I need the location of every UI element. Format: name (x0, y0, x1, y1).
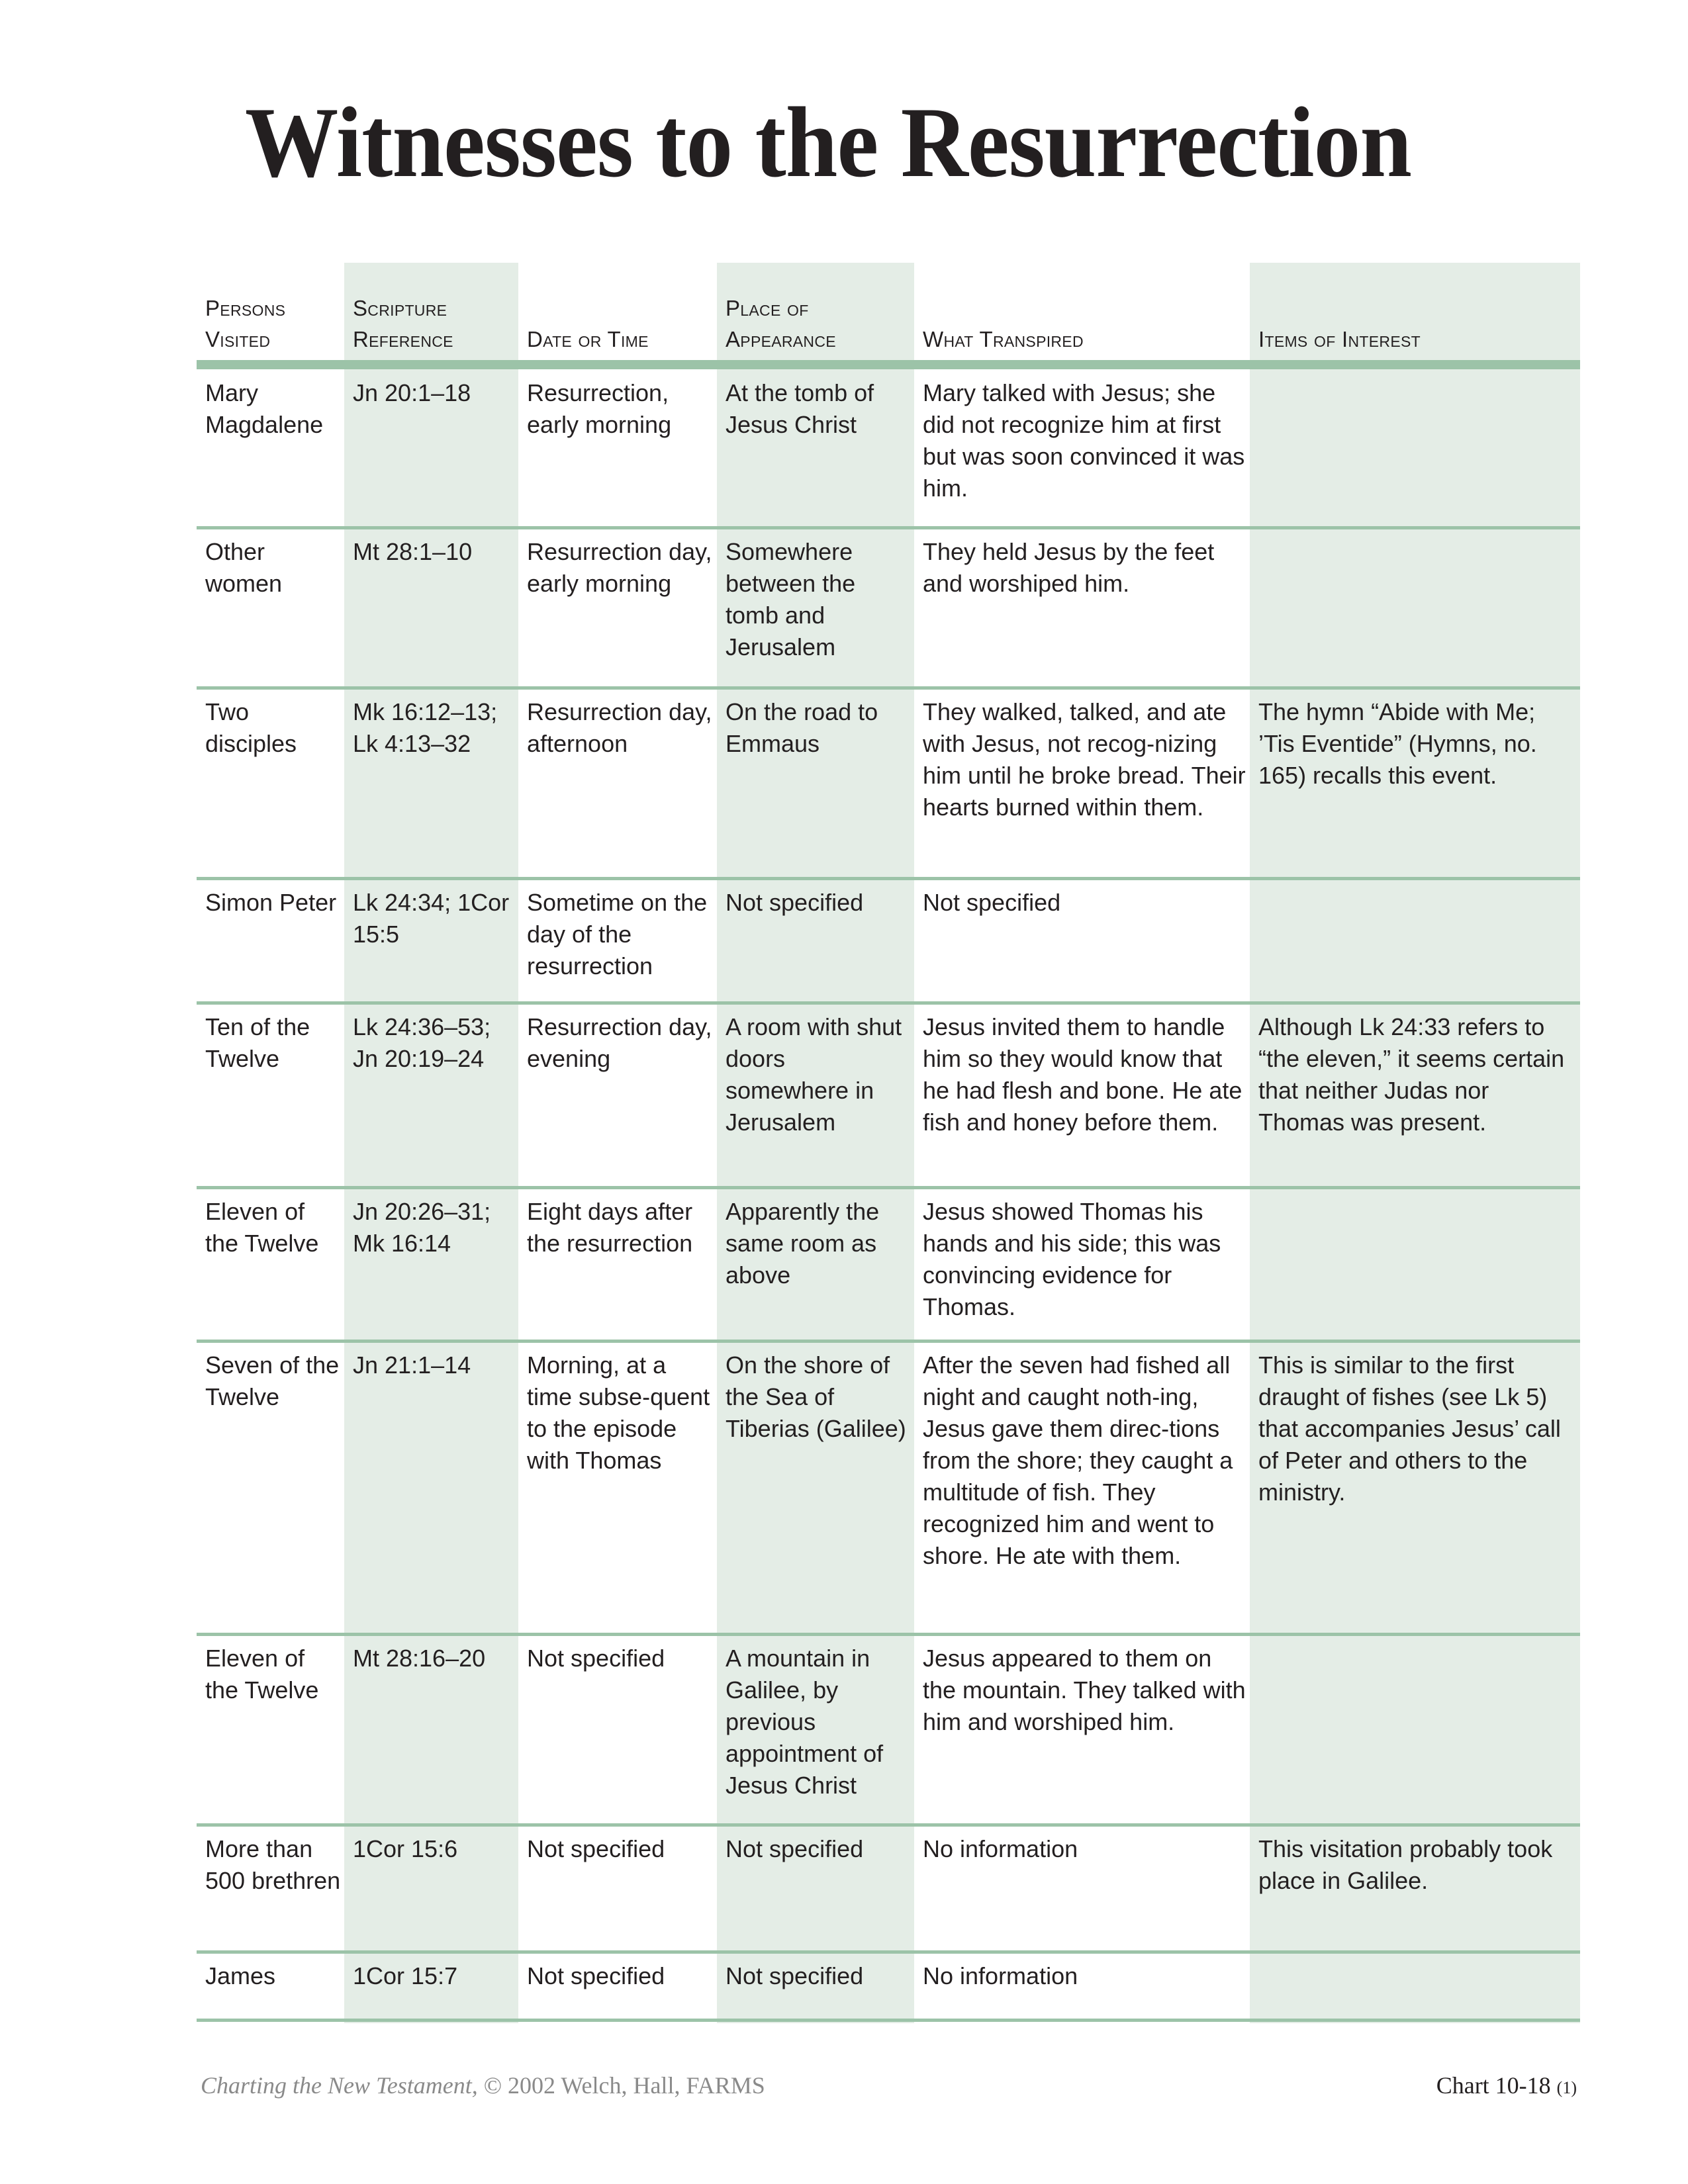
header-date (527, 324, 649, 355)
footer-credit (201, 2071, 765, 2099)
cell-place: Apparently the same room as above (726, 1198, 880, 1289)
cell-date: Eight days after the resurrection (527, 1198, 693, 1257)
cell-place: A mountain in Galilee, by previous appointment of Jesus Christ (726, 1645, 884, 1799)
cell-reference: Jn 21:1–14 (353, 1351, 471, 1379)
cell-reference: Lk 24:36–53; Jn 20:19–24 (353, 1013, 491, 1072)
cell-persons: More than 500 brethren (205, 1835, 341, 1894)
table-row (197, 369, 1580, 526)
cell-transpired: Jesus invited them to handle him so they would know that he had flesh and bone. He ate fish and honey before them. (923, 1013, 1243, 1136)
header-line: Reference (353, 327, 453, 351)
cell-reference: Mt 28:16–20 (353, 1645, 486, 1672)
cell-transpired: They walked, talked, and ate with Jesus, not recog-nizing him until he broke bread. Their hearts burned within them. (923, 698, 1246, 821)
table-row (197, 1342, 1580, 1633)
cell-interest: This visitation probably took place in Galilee. (1258, 1835, 1553, 1894)
book-title: Charting the New Testament, (201, 2072, 478, 2099)
chart-number (1436, 2071, 1577, 2099)
cell-reference: Lk 24:34; 1Cor 15:5 (353, 889, 510, 948)
cell-place: Somewhere between the tomb and Jerusalem (726, 538, 856, 660)
cell-persons: James (205, 1962, 276, 1989)
cell-persons: Two disciples (205, 698, 297, 757)
cell-transpired: Jesus appeared to them on the mountain. They talked with him and worshiped him. (923, 1645, 1246, 1735)
cell-reference: Jn 20:26–31; Mk 16:14 (353, 1198, 491, 1257)
cell-date: Not specified (527, 1835, 665, 1862)
cell-date: Resurrection day, evening (527, 1013, 712, 1072)
cell-date: Resurrection, early morning (527, 379, 672, 438)
header-rule (197, 360, 1580, 369)
cell-transpired: After the seven had fished all night and caught noth-ing, Jesus gave them direc-tions from the shore; they caught a multitude of fish. They recognized him and went to shore. He ate with them. (923, 1351, 1233, 1569)
cell-date: Sometime on the day of the resurrection (527, 889, 708, 979)
cell-reference: Mt 28:1–10 (353, 538, 473, 565)
header-reference (353, 293, 453, 355)
table-row (197, 879, 1580, 1001)
cell-place: A room with shut doors somewhere in Jerusalem (726, 1013, 902, 1136)
cell-place: On the shore of the Sea of Tiberias (Galilee) (726, 1351, 906, 1442)
header-place (726, 293, 836, 355)
header-line: Appearance (726, 327, 836, 351)
copyright: © 2002 Welch, Hall, FARMS (483, 2072, 765, 2099)
cell-interest: The hymn “Abide with Me; ’Tis Eventide” (Hymns, no. 165) recalls this event. (1258, 698, 1537, 789)
cell-persons: Eleven of the Twelve (205, 1645, 319, 1704)
cell-persons: Seven of the Twelve (205, 1351, 340, 1410)
cell-persons: Simon Peter (205, 889, 337, 916)
witnesses-table (197, 263, 1580, 2023)
cell-transpired: They held Jesus by the feet and worshiped him. (923, 538, 1215, 597)
header-line: Items of Interest (1258, 327, 1421, 351)
cell-interest: This is similar to the first draught of fishes (see Lk 5) that accompanies Jesus’ call of Peter and others to the ministry. (1258, 1351, 1561, 1506)
table-row (197, 528, 1580, 686)
table-row (197, 1188, 1580, 1340)
cell-transpired: Jesus showed Thomas his hands and his side; this was convincing evidence for Thomas. (923, 1198, 1221, 1320)
table-row (197, 1635, 1580, 1823)
header-transpired (923, 324, 1084, 355)
header-line: Place of (726, 296, 809, 320)
table-row (197, 1825, 1580, 1950)
cell-persons: Ten of the Twelve (205, 1013, 310, 1072)
cell-interest: Although Lk 24:33 refers to “the eleven,” it seems certain that neither Judas nor Thomas was present. (1258, 1013, 1565, 1136)
cell-date: Not specified (527, 1645, 665, 1672)
page-title: Witnesses to the Resurrection (245, 87, 1412, 198)
cell-reference: Jn 20:1–18 (353, 379, 471, 406)
cell-date: Resurrection day, afternoon (527, 698, 712, 757)
cell-place: Not specified (726, 889, 864, 916)
cell-transpired: Mary talked with Jesus; she did not recognize him at first but was soon convinced it was him. (923, 379, 1245, 502)
table-row (197, 688, 1580, 877)
table-row (197, 1952, 1580, 2019)
cell-persons: Eleven of the Twelve (205, 1198, 319, 1257)
chart-label: Chart 10-18 (1436, 2072, 1551, 2099)
cell-date: Not specified (527, 1962, 665, 1989)
table-row (197, 1003, 1580, 1186)
chart-part: (1) (1556, 2078, 1577, 2097)
header-line: Date or Time (527, 327, 649, 351)
cell-persons: Mary Magdalene (205, 379, 324, 438)
cell-reference: 1Cor 15:6 (353, 1835, 458, 1862)
cell-place: On the road to Emmaus (726, 698, 878, 757)
cell-place: Not specified (726, 1962, 864, 1989)
row-rule (197, 2019, 1580, 2022)
cell-place: At the tomb of Jesus Christ (726, 379, 874, 438)
cell-transpired: Not specified (923, 889, 1061, 916)
header-line: What Transpired (923, 327, 1084, 351)
header-line: Visited (205, 327, 271, 351)
cell-place: Not specified (726, 1835, 864, 1862)
header-interest (1258, 324, 1421, 355)
cell-transpired: No information (923, 1962, 1078, 1989)
header-persons (205, 293, 285, 355)
table-header (197, 263, 1580, 360)
header-line: Persons (205, 296, 286, 320)
cell-persons: Other women (205, 538, 283, 597)
cell-date: Resurrection day, early morning (527, 538, 712, 597)
header-line: Scripture (353, 296, 447, 320)
cell-reference: 1Cor 15:7 (353, 1962, 458, 1989)
cell-transpired: No information (923, 1835, 1078, 1862)
cell-date: Morning, at a time subse-quent to the episode with Thomas (527, 1351, 710, 1474)
cell-reference: Mk 16:12–13; Lk 4:13–32 (353, 698, 498, 757)
